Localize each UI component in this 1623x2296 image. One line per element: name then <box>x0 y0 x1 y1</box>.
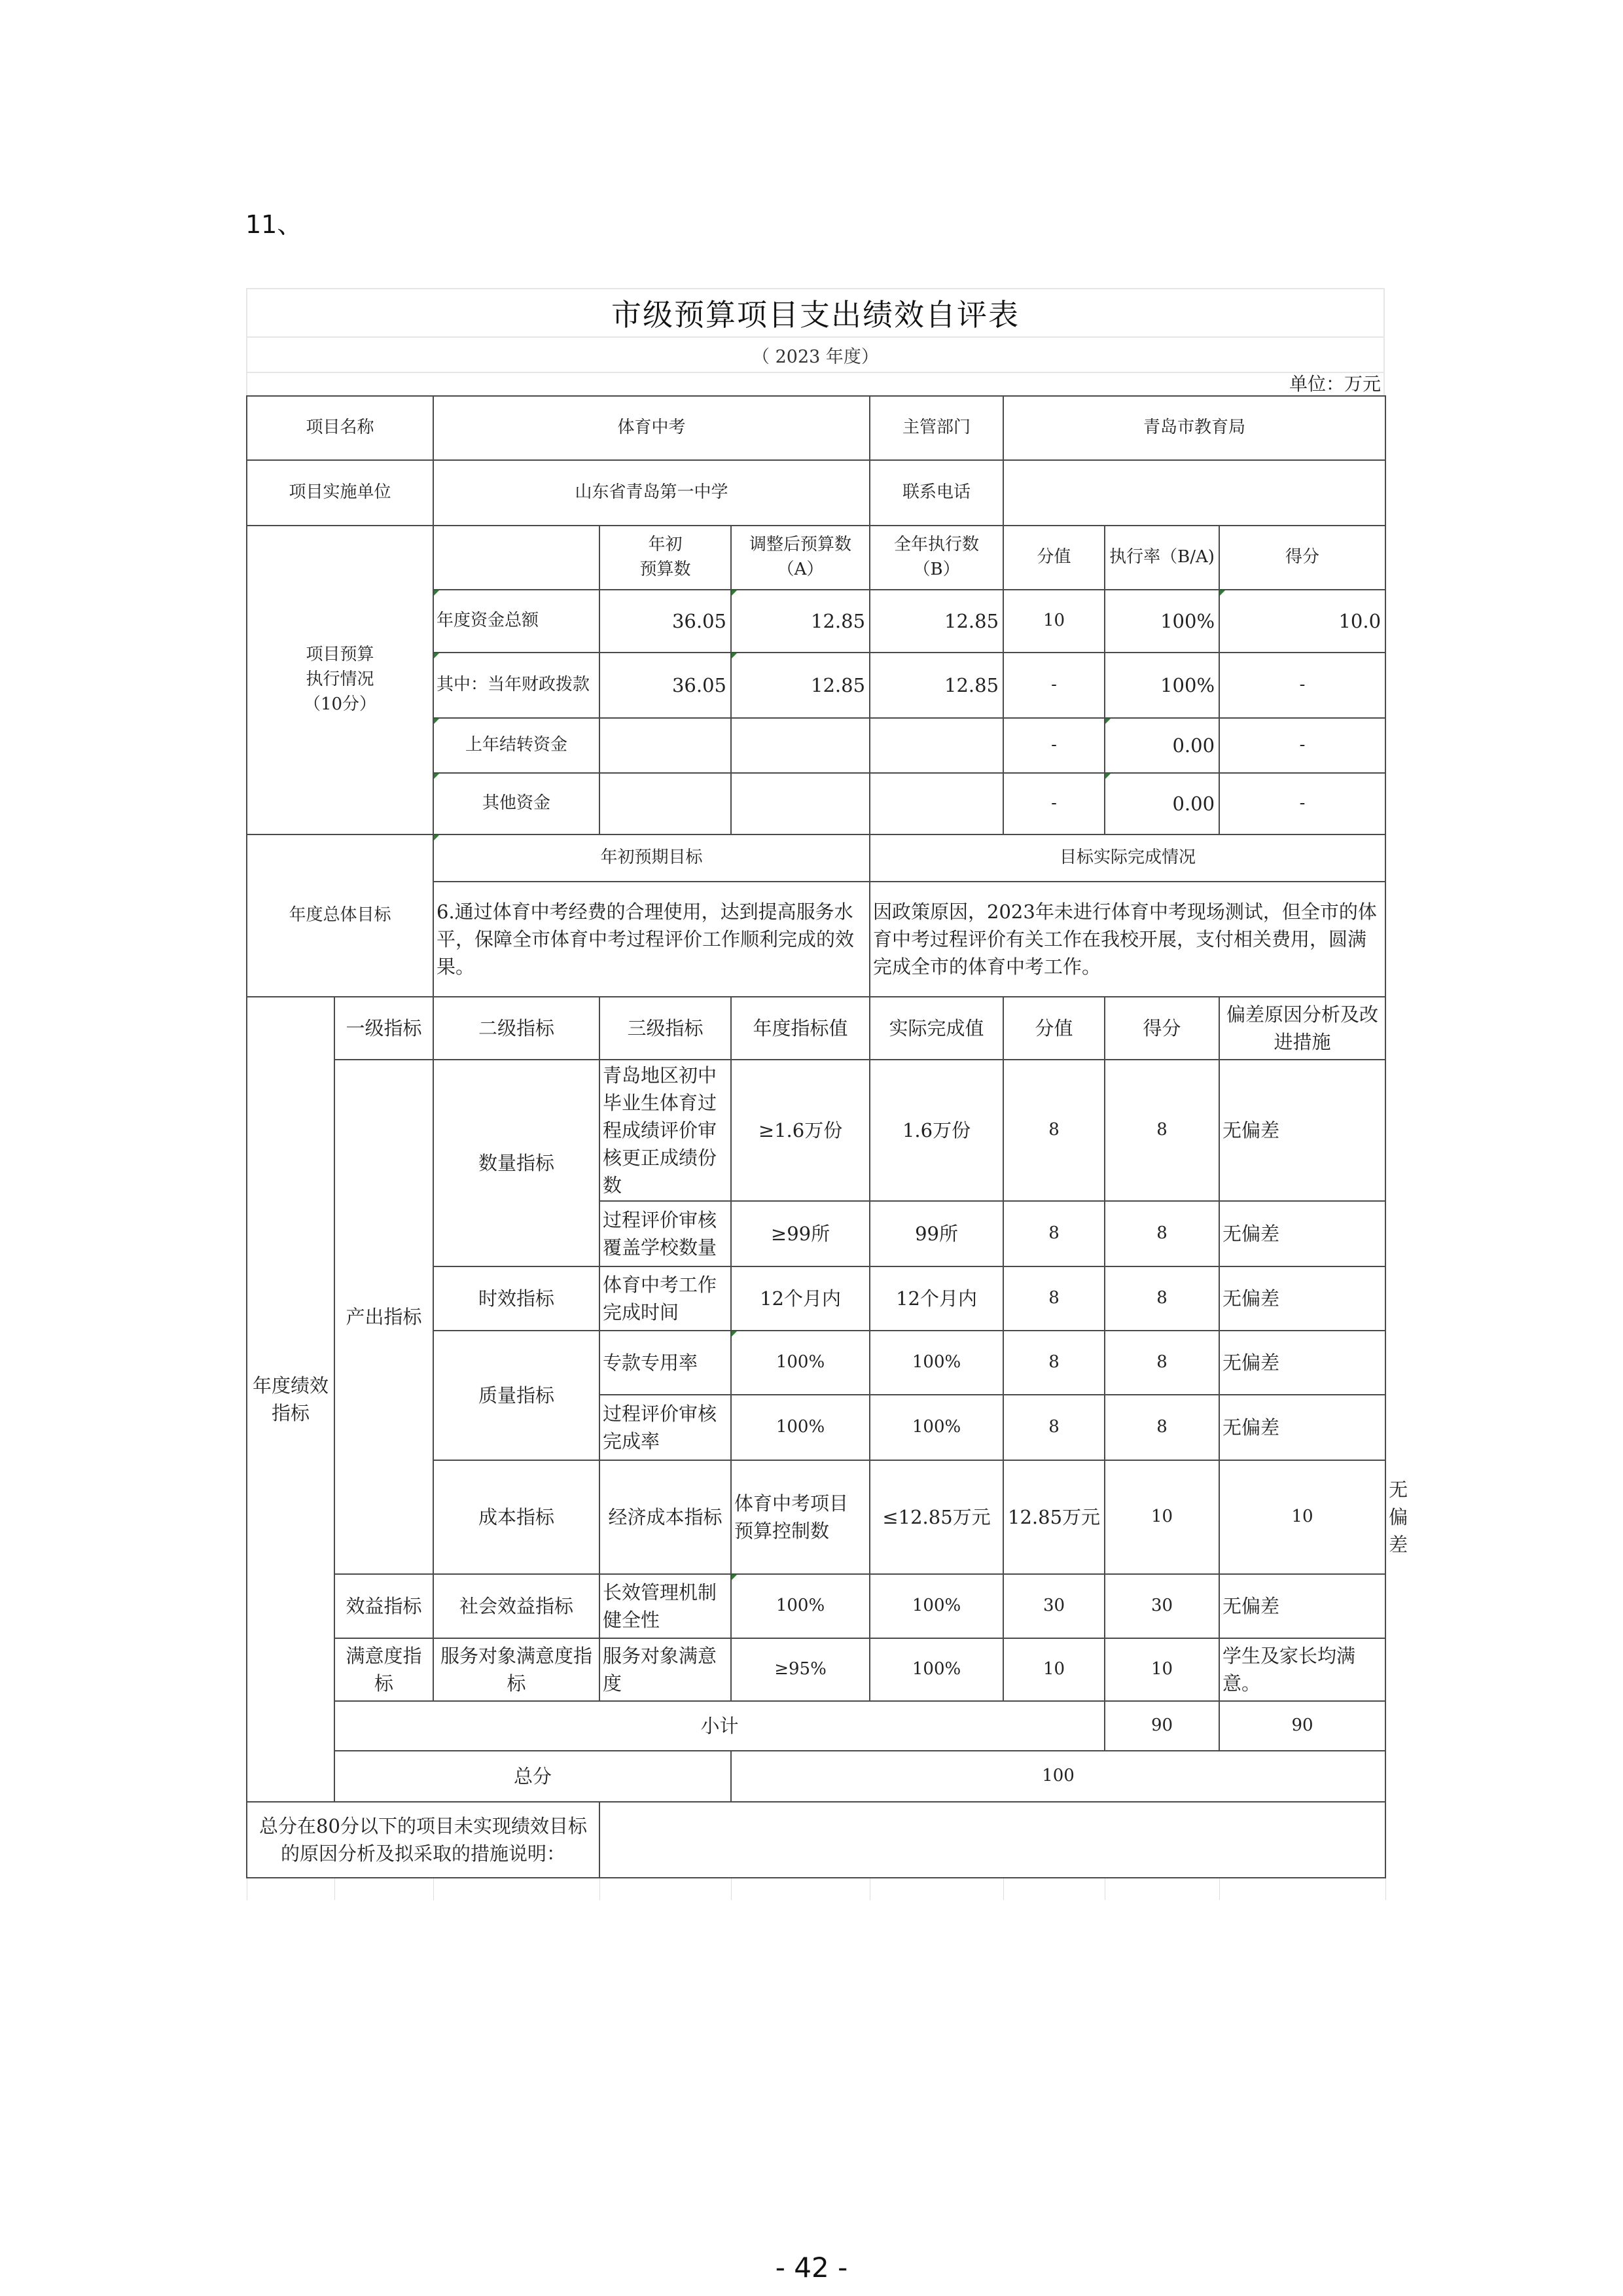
ind-header-level3: 三级指标 <box>599 997 731 1060</box>
tail-cell <box>599 1878 731 1900</box>
target-value: ≥99所 <box>731 1201 870 1266</box>
goals-actual-header: 目标实际完成情况 <box>870 834 1385 882</box>
budget-section-label-text: 项目预算 执行情况 （10分） <box>303 645 377 714</box>
budget-score: - <box>1003 773 1105 834</box>
got-value: 8 <box>1105 1331 1219 1395</box>
form-year: （ 2023 年度） <box>246 336 1385 372</box>
dept-value: 青岛市教育局 <box>1003 396 1385 460</box>
budget-adjusted: 12.85 <box>731 653 870 718</box>
tail-cell <box>1219 1878 1385 1900</box>
score-value: 8 <box>1003 1201 1105 1266</box>
level2-timeliness: 时效指标 <box>433 1266 599 1331</box>
score-value: 8 <box>1003 1266 1105 1331</box>
actual-value: 1.6万份 <box>870 1060 1003 1201</box>
score-value: 10 <box>1003 1638 1105 1701</box>
got-value: 8 <box>1105 1266 1219 1331</box>
budget-section-label <box>247 526 433 834</box>
level3-indicator: 青岛地区初中毕业生体育过程成绩评价审核更正成绩份数 <box>599 1060 731 1201</box>
budget-adjusted <box>731 718 870 773</box>
level3-indicator: 专款专用率 <box>599 1331 731 1395</box>
level2-quantity: 数量指标 <box>433 1060 599 1266</box>
budget-score: 10 <box>1003 590 1105 653</box>
budget-executed: 12.85 <box>870 653 1003 718</box>
got-value: 8 <box>1105 1201 1219 1266</box>
tail-cell <box>247 1878 334 1900</box>
phone-label: 联系电话 <box>870 460 1003 526</box>
ind-header-target: 年度指标值 <box>731 997 870 1060</box>
target-value: 100% <box>731 1574 870 1638</box>
budget-initial <box>599 773 731 834</box>
goals-label: 年度总体目标 <box>247 834 433 997</box>
actual-value: 12.85万元 <box>1003 1460 1105 1574</box>
score-value: 10 <box>1105 1460 1219 1574</box>
below80-label: 总分在80分以下的项目未实现绩效目标的原因分析及拟采取的措施说明： <box>247 1802 599 1878</box>
budget-header-got: 得分 <box>1219 526 1385 590</box>
level2-social-benefit: 社会效益指标 <box>433 1574 599 1638</box>
deviation-text: 无偏差 <box>1219 1331 1385 1395</box>
got-value: 10 <box>1219 1460 1385 1574</box>
level3-indicator: 体育中考项目预算控制数 <box>731 1460 870 1574</box>
tail-cell <box>731 1878 870 1900</box>
budget-got: - <box>1219 718 1385 773</box>
budget-adjusted: 12.85 <box>731 590 870 653</box>
goals-planned-text: 6.通过体育中考经费的合理使用，达到提高服务水平，保障全市体育中考过程评价工作顺利完成的效果。 <box>433 882 870 997</box>
level3-indicator: 服务对象满意度 <box>599 1638 731 1701</box>
ind-header-deviation: 偏差原因分析及改进措施 <box>1219 997 1385 1060</box>
budget-adjusted <box>731 773 870 834</box>
deviation-text: 无偏差 <box>1219 1574 1385 1638</box>
budget-got: - <box>1219 773 1385 834</box>
target-value: ≥95% <box>731 1638 870 1701</box>
total-label: 总分 <box>334 1751 731 1802</box>
form-title: 市级预算项目支出绩效自评表 <box>246 288 1385 336</box>
got-value: 10 <box>1105 1638 1219 1701</box>
budget-initial: 36.05 <box>599 653 731 718</box>
deviation-text: 无偏差 <box>1219 1060 1385 1201</box>
budget-got: - <box>1219 653 1385 718</box>
impl-unit-value: 山东省青岛第一中学 <box>433 460 870 526</box>
ind-header-got: 得分 <box>1105 997 1219 1060</box>
budget-header-executed: 全年执行数 （B） <box>870 526 1003 590</box>
form-unit: 单位：万元 <box>246 372 1385 395</box>
deviation-text: 无偏差 <box>1219 1201 1385 1266</box>
target-value: 100% <box>731 1331 870 1395</box>
level3-indicator: 长效管理机制健全性 <box>599 1574 731 1638</box>
budget-got: 10.0 <box>1219 590 1385 653</box>
budget-row-label: 其他资金 <box>433 773 599 834</box>
budget-row-label: 上年结转资金 <box>433 718 599 773</box>
budget-executed: 12.85 <box>870 590 1003 653</box>
ind-header-score: 分值 <box>1003 997 1105 1060</box>
budget-score: - <box>1003 718 1105 773</box>
target-value: 100% <box>731 1395 870 1460</box>
impl-unit-label: 项目实施单位 <box>247 460 433 526</box>
total-value: 100 <box>731 1751 1385 1802</box>
level1-satisfaction: 满意度指 标 <box>334 1638 433 1701</box>
ind-header-level2: 二级指标 <box>433 997 599 1060</box>
actual-value: 100% <box>870 1331 1003 1395</box>
budget-header-rate: 执行率（B/A) <box>1105 526 1219 590</box>
level2-economic-cost: 经济成本指标 <box>599 1460 731 1574</box>
actual-value: 100% <box>870 1395 1003 1460</box>
ind-header-level1: 一级指标 <box>334 997 433 1060</box>
tail-cell <box>334 1878 433 1900</box>
tail-cell <box>1003 1878 1105 1900</box>
budget-initial <box>599 718 731 773</box>
phone-value <box>1003 460 1385 526</box>
budget-executed <box>870 773 1003 834</box>
dept-label: 主管部门 <box>870 396 1003 460</box>
score-value: 8 <box>1003 1060 1105 1201</box>
budget-header-adjusted: 调整后预算数 （A） <box>731 526 870 590</box>
level1-output: 产出指标 <box>334 1060 433 1574</box>
subtotal-score: 90 <box>1105 1701 1219 1751</box>
actual-value: 99所 <box>870 1201 1003 1266</box>
tail-cell <box>870 1878 1003 1900</box>
evaluation-sheet <box>246 288 1408 1900</box>
below80-value <box>599 1802 1385 1878</box>
indicators-section-label: 年度绩效 指标 <box>247 997 334 1802</box>
budget-executed <box>870 718 1003 773</box>
goals-actual-text: 因政策原因，2023年未进行体育中考现场测试，但全市的体育中考过程评价有关工作在我校开展，支付相关费用，圆满完成全市的体育中考工作。 <box>870 882 1385 997</box>
got-value: 8 <box>1105 1060 1219 1201</box>
section-number: 11、 <box>245 210 302 239</box>
score-value: 30 <box>1003 1574 1105 1638</box>
tail-cell <box>1105 1878 1219 1900</box>
level3-indicator: 过程评价审核完成率 <box>599 1395 731 1460</box>
page-number: - 42 - <box>775 2251 848 2284</box>
target-value: ≤12.85万元 <box>870 1460 1003 1574</box>
actual-value: 100% <box>870 1574 1003 1638</box>
budget-header-score: 分值 <box>1003 526 1105 590</box>
score-value: 8 <box>1003 1395 1105 1460</box>
level3-indicator: 过程评价审核覆盖学校数量 <box>599 1201 731 1266</box>
deviation-text: 无偏差 <box>1219 1266 1385 1331</box>
level1-benefit: 效益指标 <box>334 1574 433 1638</box>
subtotal-got: 90 <box>1219 1701 1385 1751</box>
deviation-text: 学生及家长均满意。 <box>1219 1638 1385 1701</box>
project-name-value: 体育中考 <box>433 396 870 460</box>
level1-cost: 成本指标 <box>433 1460 599 1574</box>
target-value: ≥1.6万份 <box>731 1060 870 1201</box>
level3-indicator: 体育中考工作完成时间 <box>599 1266 731 1331</box>
budget-header-initial: 年初 预算数 <box>599 526 731 590</box>
project-name-label: 项目名称 <box>247 396 433 460</box>
budget-rate: 0.00 <box>1105 718 1219 773</box>
budget-score: - <box>1003 653 1105 718</box>
actual-value: 12个月内 <box>870 1266 1003 1331</box>
ind-header-actual: 实际完成值 <box>870 997 1003 1060</box>
budget-initial: 36.05 <box>599 590 731 653</box>
got-value: 30 <box>1105 1574 1219 1638</box>
deviation-text: 无偏差 <box>1219 1395 1385 1460</box>
budget-rate: 100% <box>1105 590 1219 653</box>
budget-rate: 0.00 <box>1105 773 1219 834</box>
score-value: 8 <box>1003 1331 1105 1395</box>
target-value: 12个月内 <box>731 1266 870 1331</box>
goals-planned-header: 年初预期目标 <box>433 834 870 882</box>
level2-quality: 质量指标 <box>433 1331 599 1460</box>
got-value: 8 <box>1105 1395 1219 1460</box>
tail-cell <box>433 1878 599 1900</box>
level2-service-satisfaction: 服务对象满意度指 标 <box>433 1638 599 1701</box>
subtotal-label: 小计 <box>334 1701 1105 1751</box>
budget-header-blank <box>433 526 599 590</box>
actual-value: 100% <box>870 1638 1003 1701</box>
budget-rate: 100% <box>1105 653 1219 718</box>
budget-row-label: 其中：当年财政拨款 <box>433 653 599 718</box>
budget-row-label: 年度资金总额 <box>433 590 599 653</box>
evaluation-table: 项目名称 体育中考 主管部门 青岛市教育局 项目实施单位 山东省青岛第一中学 联系电话 项目预算 执行情况 （10分） 年初 预算数 调整后预算数 （A） 全年执行数 （B） 分值 执行率（B/A) 得分 年度资金总额 36.05 12.85 12.85 10 100% 10.0 其中：当年财政拨款 36.05 12.85 12.85 - 100% - 上年结转资金 - 0.00 - 其他资金 - 0.00 - 年度总体目标 年初预期目标 目标实际完成情况 6.通过体育中考经费的合理使用，达到提高服务水平，保障全市体育中考过程评价工作顺利完成的效果。 因政策原因，2023年未进行体育中考现场测试，但全市的体育中考过程评价有关工作在我校开展，支付相关费用，圆满完成全市的体育中考工作。 年度绩效 指标 一级指标 二级指标 三级指标 年度指标值 实际完成值 分值 得分 偏差原因分析及改进措施 产出指标 数量指标 青岛地区初中毕业生体育过程成绩评价审核更正成绩份数 ≥1.6万份 1.6万份 8 8 无偏差 过程评价审核覆盖学校数量 ≥99所 99所 8 8 无偏差 时效指标 体育中考工作完成时间 12个月内 12个月内 8 8 无偏差 质量指标 专款专用率 100% 100% 8 8 无偏差 过程评价审核完成率 100% 100% 8 8 无偏差 成本指标 经济成本指标 体育中考项目预算控制数 ≤12.85万元 12.85万元 10 10 无偏差 效益指标 社会效益指标 长效管理机制健全性 100% 100% 30 30 无偏差 满意度指 标 服务对象满意度指 标 服务对象满意度 ≥95% 100% 10 10 学生及家长均满意。 小计 90 90 总分 100 总分在80分以下的项目未实现绩效目标的原因分析及拟采取的措施说明： <box>246 395 1386 1900</box>
